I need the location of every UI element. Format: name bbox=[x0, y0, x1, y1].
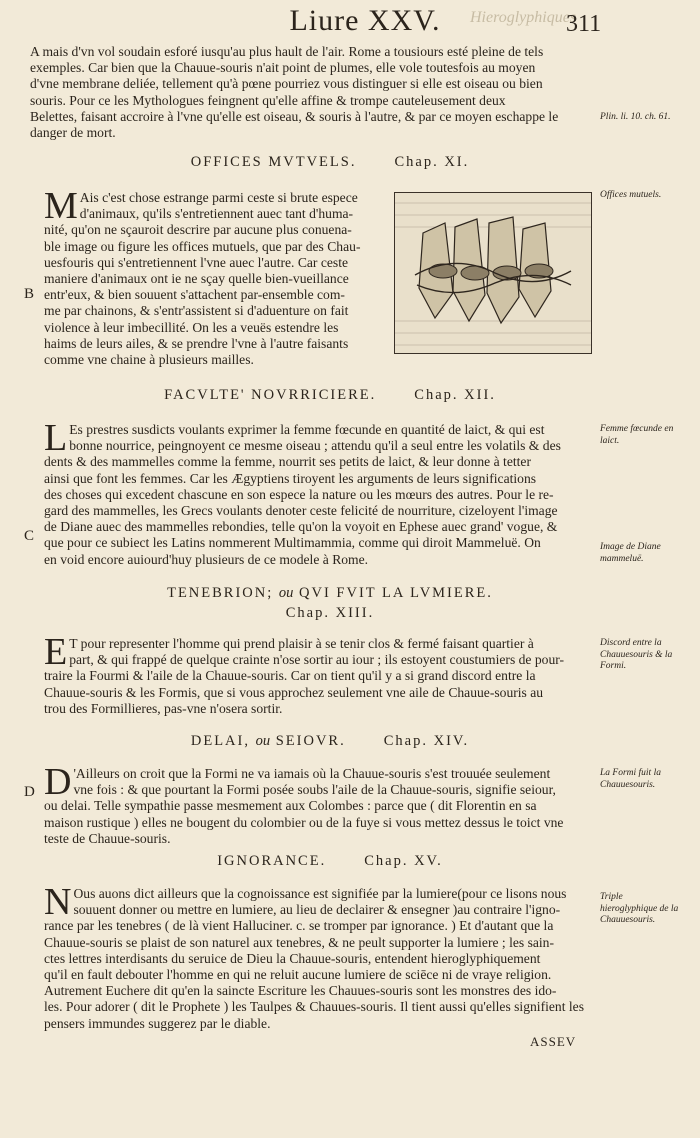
margin-letter-b: B bbox=[24, 286, 35, 302]
margin-note-diane: Image de Diane mammeluë. bbox=[600, 542, 661, 564]
text-line: maniere d'animaux ont ie ne sçay quelle bien-vueillance bbox=[44, 271, 349, 287]
chapter-number-xiii: Chap. XIII. bbox=[285, 605, 375, 621]
bleed-through-text: Hieroglyphiques bbox=[470, 9, 577, 26]
chapter-title: DELAI, bbox=[190, 733, 250, 749]
text-line: souris. Pour ce les Mythologues feingnent qu'elle affine & trompe cauteleusement deux bbox=[30, 92, 506, 108]
chapter-xiv-text bbox=[44, 761, 596, 847]
conjunction: ou bbox=[255, 733, 271, 749]
text-line: entr'eux, & bien souuent s'attachent par-ensemble com- bbox=[44, 287, 345, 303]
chapter-title: TENEBRION; bbox=[167, 585, 274, 601]
text-line: haims de leurs ailes, & se prendre l'vne à l'autre faisants bbox=[44, 335, 349, 351]
margin-note-femme: Femme fœcunde en laict. bbox=[600, 424, 674, 446]
text-line: Ais c'est chose estrange parmi ceste si brute espece bbox=[79, 190, 358, 205]
text-line: les. Pour adorer ( dit le Prophete ) les Taulpes & Chauues-souris. Il tient aussi qu'elles signifient les bbox=[44, 999, 584, 1015]
text-line: vne fois : & que pourtant la Formi posée soubs l'aile de la Chauue-souris, signifie seiour, bbox=[73, 782, 556, 798]
margin-note-discord: Discord entre la Chauuesouris & la Formi. bbox=[600, 638, 673, 671]
text-line: Chauue-souris se plaist de son naturel aux tenebres, & ne peult supporter la lumiere ; les sain- bbox=[44, 934, 555, 950]
chapter-title: OFFICES MVTVELS. bbox=[190, 154, 357, 170]
text-line: gard des mammelles, les Grecs voulants denoter ceste felicité de nourriture, cizeloyent l'image bbox=[44, 503, 558, 519]
chapter-heading-xiii bbox=[110, 584, 550, 602]
woodcut-bats-illustration bbox=[394, 192, 592, 354]
text-line: part, & qui frappé de quelque crainte n'ose sortir au iour ; ils estoyent coustumiers de pour- bbox=[69, 652, 565, 668]
text-line: ctes lettres interdisants du seruice de Dieu la Chauue-souris, entendent hieroglyphiquement bbox=[44, 950, 541, 966]
text-line: des choses qui excedent chascune en son espece la nature ou les mœurs des autres. Pour le re- bbox=[44, 486, 554, 502]
text-line: maison rustique ) elles ne bougent du colombier ou de la fuye si vous mettez dessus le toict vne bbox=[44, 814, 564, 830]
text-line: rance par les tenebres ( de là vient Halluciner. c. se tromper par ignorance. ) Et d'autant que la bbox=[44, 918, 554, 934]
margin-letter-d: D bbox=[24, 784, 35, 800]
text-line: violence à leur imbecillité. On les a veuës estendre les bbox=[44, 319, 339, 335]
drop-cap: D bbox=[44, 761, 72, 803]
margin-note-triple: Triple hieroglyphique de la Chauuesouris. bbox=[600, 892, 679, 925]
text-line: bonne nourrice, peingnoyent ce mesme oiseau ; attendu qu'il a seul entre les volatils & des bbox=[69, 438, 561, 454]
chapter-number: Chap. XI. bbox=[394, 154, 470, 170]
margin-letter-c: C bbox=[24, 528, 35, 544]
text-line: souuent donner ou mettre en lumiere, au lieu de declairer & ensegner )au contraire l'igno- bbox=[73, 902, 561, 918]
drop-cap: L bbox=[44, 417, 68, 459]
text-line: ou delai. Telle sympathie passe mesmement aux Colombes : parce que ( dit Florentin en sa bbox=[44, 798, 537, 814]
chapter-number: Chap. XII. bbox=[414, 387, 496, 403]
chapter-number: Chap. XIV. bbox=[383, 733, 470, 749]
chapter-heading-xii bbox=[120, 386, 540, 404]
text-line: 'Ailleurs on croit que la Formi ne va iamais où la Chauue-souris s'est trouuée seulement bbox=[73, 766, 551, 781]
text-line: ainsi que font les femmes. Car les Ægyptiens tiroyent les arguments de leurs significations bbox=[44, 470, 537, 486]
margin-note-pliny: Plin. li. 10. ch. 61. bbox=[600, 112, 671, 122]
text-line: uesfouris qui s'entretiennent l'vne auec l'autre. Car ceste bbox=[44, 254, 349, 270]
chapter-title-2: SEIOVR. bbox=[275, 733, 346, 749]
text-line: trou des Formillieres, pas-vne n'osera sortir. bbox=[44, 700, 283, 716]
text-line: Autrement Euchere dit qu'en la saincte Escriture les Chauues-souris sont les monstres des ido- bbox=[44, 983, 557, 999]
text-line: Ous auons dict ailleurs que la cognoissance est signifiée par la lumiere(pour ce lisons nous bbox=[73, 886, 567, 901]
chapter-title: IGNORANCE. bbox=[217, 853, 327, 869]
intro-paragraph bbox=[30, 44, 596, 141]
drop-cap: N bbox=[44, 881, 72, 923]
text-line: dents & des mammelles comme la femme, nourrit ses petits de laict, & leur donne à tetter bbox=[44, 454, 531, 470]
margin-note-offices: Offices mutuels. bbox=[600, 190, 662, 200]
bats-chain-icon bbox=[395, 193, 591, 353]
text-line: comme vne chaine à plusieurs mailles. bbox=[44, 352, 254, 368]
chapter-xiii-text bbox=[44, 631, 596, 717]
chapter-title-2: QVI FVIT LA LVMIERE. bbox=[299, 585, 493, 601]
chapter-heading-xi bbox=[150, 153, 510, 171]
text-line: de Diane auec des mammelles rebondies, telle qu'on la voyoit en Ephese auec grand' vogue, & bbox=[44, 519, 558, 535]
text-line: pensers immundes suggerez par le diable. bbox=[44, 1015, 271, 1031]
text-line: exemples. Car bien que la Chauue-souris n'ait point de plumes, elle vole toutesfois au moyen bbox=[30, 60, 536, 76]
running-title: Liure XXV. bbox=[289, 4, 441, 37]
margin-note-formi: La Formi fuit la Chauuesouris. bbox=[600, 768, 661, 790]
text-line: teste de Chauue-souris. bbox=[44, 830, 171, 846]
drop-cap: E bbox=[44, 631, 68, 673]
text-line: danger de mort. bbox=[30, 125, 116, 141]
chapter-xi-text bbox=[44, 185, 384, 368]
text-line: A mais d'vn vol soudain esforé iusqu'au plus hault de l'air. Rome a tousiours esté pleine de tels bbox=[30, 44, 544, 59]
text-line: me par chainons, & s'entr'assistent si d'aduenture on fait bbox=[44, 303, 349, 319]
text-line: que pour ce subiect les Latins nommerent Multimammia, comme qui diroit Mammeluë. On bbox=[44, 535, 541, 551]
chapter-number: Chap. XV. bbox=[364, 853, 443, 869]
text-line: Es prestres susdicts voulants exprimer la femme fœcunde en quantité de laict, & qui est bbox=[69, 422, 545, 437]
conjunction: ou bbox=[278, 585, 294, 601]
text-line: d'vne membrane deliée, tellement qu'à pœne pourriez vous distinguer si elle est oiseau ou bien bbox=[30, 76, 543, 92]
chapter-xv-text bbox=[44, 881, 596, 1032]
text-line: T pour representer l'homme qui prend plaisir à se tenir clos & fermé faisant quartier à bbox=[69, 636, 534, 651]
catchword: ASSEV bbox=[530, 1034, 577, 1049]
page-number: 311 bbox=[566, 11, 602, 37]
chapter-heading-xv bbox=[130, 852, 530, 870]
text-line: Chauue-souris & les Formis, que si vous approchez seulement vne aile de Chauue-souris au bbox=[44, 684, 544, 700]
text-line: ble image ou figure les offices mutuels, que par des Chau- bbox=[44, 238, 361, 254]
text-line: nité, qu'on ne sçauroit descrire par aucune plus conuena- bbox=[44, 222, 352, 238]
chapter-xii-text bbox=[44, 417, 596, 568]
chapter-heading-xiv bbox=[130, 732, 530, 750]
text-line: Belettes, faisant accroire à l'vne qu'elle est oiseau, & souris à l'autre, & par ce moyen eschappe le bbox=[30, 108, 559, 124]
drop-cap: M bbox=[44, 185, 78, 227]
text-line: traire la Fourmi & l'aile de la Chauue-souris. Car on tient qu'il y a si grand discord entre la bbox=[44, 668, 536, 684]
chapter-title: FACVLTE' NOVRRICIERE. bbox=[164, 387, 377, 403]
text-line: en void encore auiourd'huy plusieurs de ce modele à Rome. bbox=[44, 551, 369, 567]
text-line: qu'il en fault debouter l'homme en qui ne reluit aucune lumiere de sciēce ni de vraye religion. bbox=[44, 967, 552, 983]
text-line: d'animaux, qu'ils s'entretiennent auec tant d'huma- bbox=[79, 206, 354, 222]
